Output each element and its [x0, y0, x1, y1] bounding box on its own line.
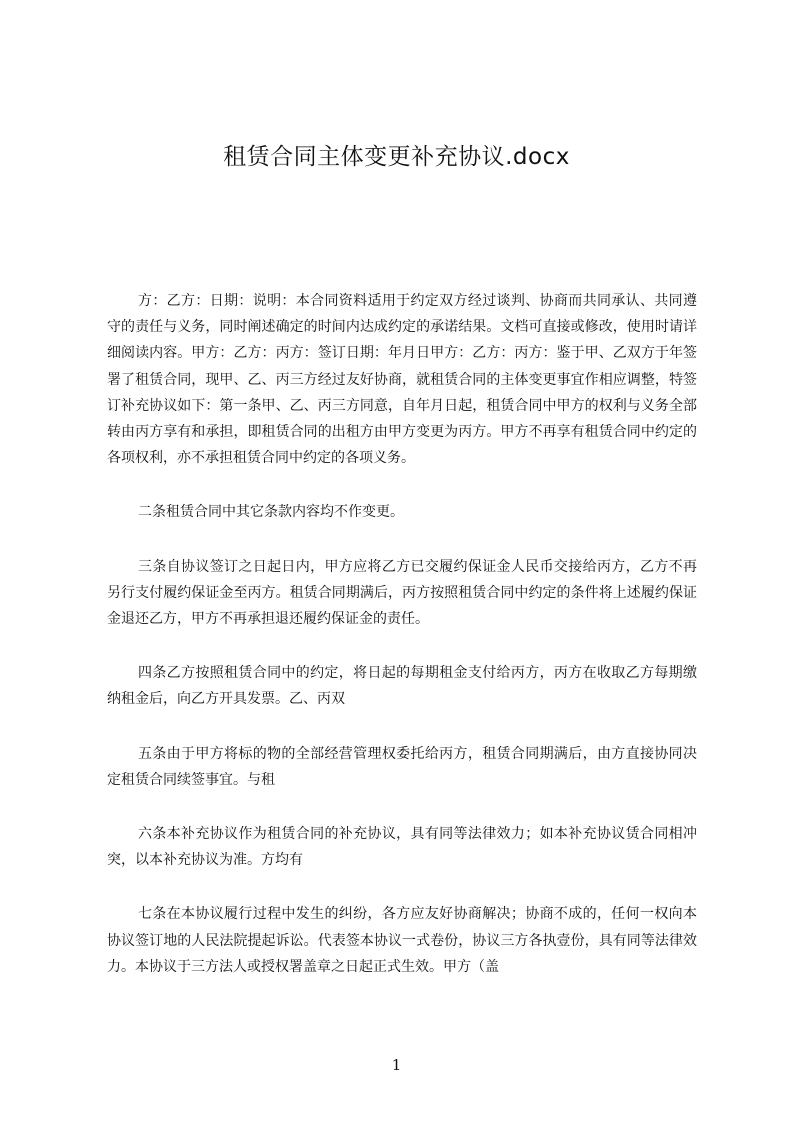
page-number: 1	[391, 1056, 402, 1074]
paragraph-article-6: 六条本补充协议作为租赁合同的补充协议，具有同等法律效力；如本补充协议赁合同相冲突，以本补充协议为准。方均有	[107, 826, 697, 869]
paragraph-preamble-article-1: 方：乙方：日期：说明：本合同资料适用于约定双方经过谈判、协商而共同承认、共同遵守的责任与义务，同时阐述确定的时间内达成约定的承诺结果。文档可直接或修改，使用时请详细阅读内容。甲方：乙方：丙方：签订日期：年月日甲方：乙方：丙方：鉴于甲、乙双方于年签署了租赁合同，现甲、乙、丙三方经过友好协商，就租赁合同的主体变更事宜作相应调整，特签订补充协议如下：第一条甲、乙、丙三方同意，自年月日起，租赁合同中甲方的权利与义务全部转由丙方享有和承担，即租赁合同的出租方由甲方变更为丙方。甲方不再享有租赁合同中约定的各项权利，亦不承担租赁合同中约定的各项义务。	[107, 293, 697, 467]
paragraph-article-3: 三条自协议签订之日起日内，甲方应将乙方已交履约保证金人民币交接给丙方，乙方不再另行支付履约保证金至丙方。租赁合同期满后，丙方按照租赁合同中约定的条件将上述履约保证金退还乙方，甲方不再承担退还履约保证金的责任。	[107, 558, 697, 628]
paragraph-article-2: 二条租赁合同中其它条款内容均不作变更。	[138, 504, 404, 521]
paragraph-article-7: 七条在本协议履行过程中发生的纠纷，各方应友好协商解决；协商不成的，任何一权向本协议签订地的人民法院提起诉讼。代表签本协议一式卷份，协议三方各执壹份，具有同等法律效力。本协议于三方法人或授权署盖章之日起正式生效。甲方（盖	[107, 906, 697, 975]
document-body	[107, 288, 697, 980]
document-title: 租赁合同主体变更补充协议.docx	[223, 144, 570, 170]
paragraph-article-5: 五条由于甲方将标的物的全部经营管理权委托给丙方，租赁合同期满后，由方直接协同决定租赁合同续签事宜。与租	[107, 745, 697, 788]
paragraph-article-4: 四条乙方按照租赁合同中的约定，将日起的每期租金支付给丙方，丙方在收取乙方每期缴纳租金后，向乙方开具发票。乙、丙双	[107, 665, 697, 708]
